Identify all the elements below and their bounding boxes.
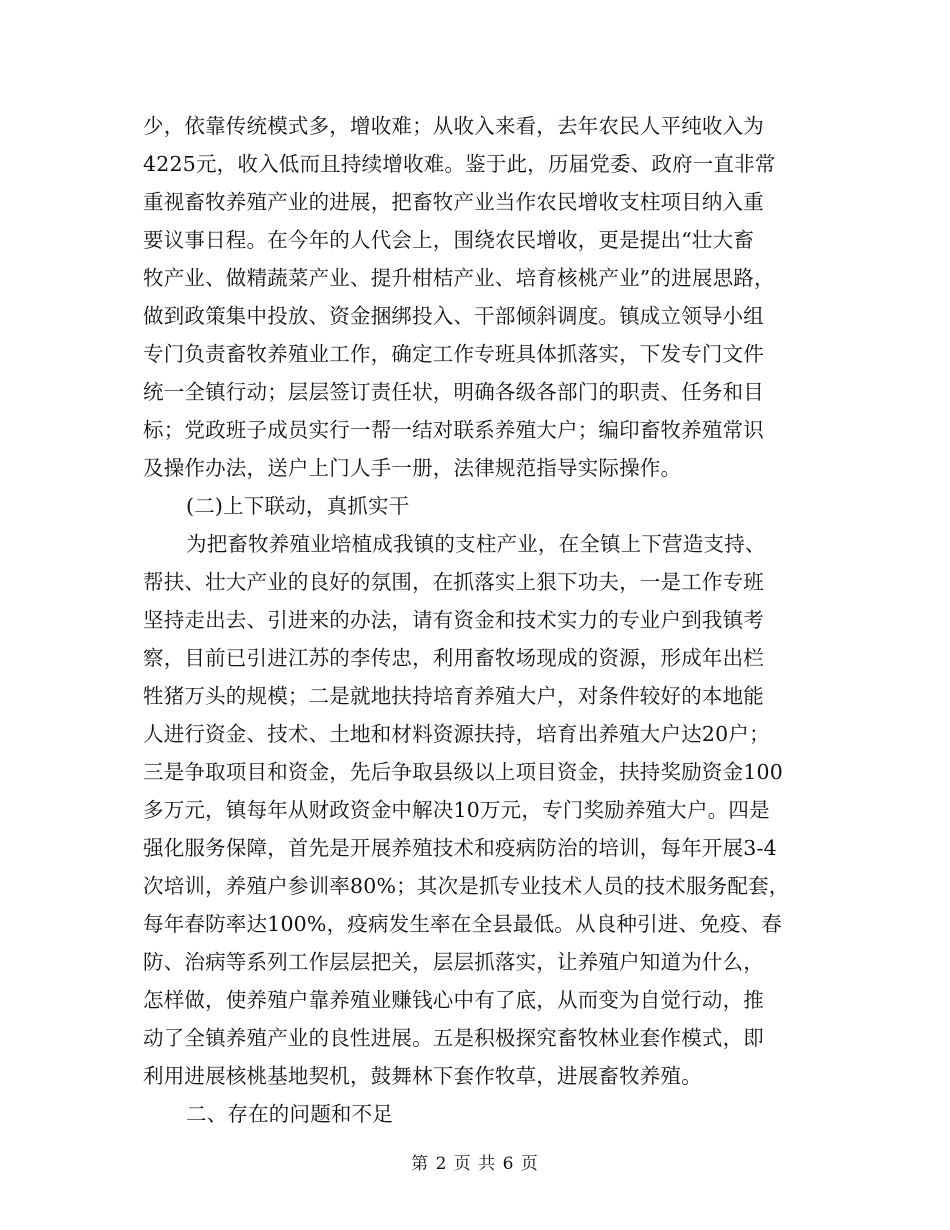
body-text-line: 帮扶、壮大产业的良好的氛围，在抓落实上狠下功夫，一是工作专班 bbox=[143, 570, 764, 594]
body-text-line: 利用进展核桃基地契机，鼓舞林下套作牧草，进展畜牧养殖。 bbox=[143, 1064, 702, 1088]
body-text-line: 统一全镇行动；层层签订责任状，明确各级各部门的职责、任务和目 bbox=[143, 380, 764, 404]
body-text-line: 动了全镇养殖产业的良性进展。五是积极探究畜牧林业套作模式，即 bbox=[143, 1026, 764, 1050]
body-text-line: 牧产业、做精蔬菜产业、提升柑桔产业、培育核桃产业”的进展思路， bbox=[143, 266, 775, 290]
body-text-line: 人进行资金、技术、土地和材料资源扶持，培育出养殖大户达20户； bbox=[143, 722, 770, 746]
body-text-line: 及操作办法，送户上门人手一册，法律规范指导实际操作。 bbox=[143, 456, 682, 480]
body-text-line: 防、治病等系列工作层层把关，层层抓落实，让养殖户知道为什么， bbox=[143, 950, 764, 974]
body-text-line: 多万元，镇每年从财政资金中解决10万元，专门奖励养殖大户。四是 bbox=[143, 798, 770, 822]
section-heading: (二)上下联动，真抓实干 bbox=[186, 494, 410, 518]
body-text-line: 怎样做，使养殖户靠养殖业赚钱心中有了底，从而变为自觉行动，推 bbox=[143, 988, 764, 1012]
body-text-line: 坚持走出去、引进来的办法，请有资金和技术实力的专业户到我镇考 bbox=[143, 608, 764, 632]
section-heading: 二、存在的问题和不足 bbox=[186, 1102, 393, 1126]
body-text-line: 4225元，收入低而且持续增收难。鉴于此，历届党委、政府一直非常 bbox=[143, 152, 776, 176]
body-text-line: 察，目前已引进江苏的李传忠，利用畜牧场现成的资源，形成年出栏 bbox=[143, 646, 764, 670]
body-text-line: 次培训，养殖户参训率80%；其次是抓专业技术人员的技术服务配套， bbox=[143, 874, 790, 898]
body-text-line: 标；党政班子成员实行一帮一结对联系养殖大户；编印畜牧养殖常识 bbox=[143, 418, 764, 442]
body-text-line: 强化服务保障，首先是开展养殖技术和疫病防治的培训，每年开展3-4 bbox=[143, 836, 777, 860]
body-text-line: 重视畜牧养殖产业的进展，把畜牧产业当作农民增收支柱项目纳入重 bbox=[143, 190, 764, 214]
page-number-footer: 第 2 页 共 6 页 bbox=[411, 1154, 539, 1174]
body-text-line: 少，依靠传统模式多，增收难；从收入来看，去年农民人平纯收入为 bbox=[143, 114, 764, 138]
body-text-line: 专门负责畜牧养殖业工作，确定工作专班具体抓落实，下发专门文件 bbox=[143, 342, 764, 366]
body-text-line: 每年春防率达100%，疫病发生率在全县最低。从良种引进、免疫、春 bbox=[143, 912, 783, 936]
body-text-line: 做到政策集中投放、资金捆绑投入、干部倾斜调度。镇成立领导小组 bbox=[143, 304, 764, 328]
body-text-line: 要议事日程。在今年的人代会上，围绕农民增收，更是提出“壮大畜 bbox=[143, 228, 754, 252]
body-text-line: 为把畜牧养殖业培植成我镇的支柱产业，在全镇上下营造支持、 bbox=[186, 532, 766, 556]
body-text-line: 牲猪万头的规模；二是就地扶持培育养殖大户，对条件较好的本地能 bbox=[143, 684, 764, 708]
body-text-line: 三是争取项目和资金，先后争取县级以上项目资金，扶持奖励资金100 bbox=[143, 760, 784, 784]
